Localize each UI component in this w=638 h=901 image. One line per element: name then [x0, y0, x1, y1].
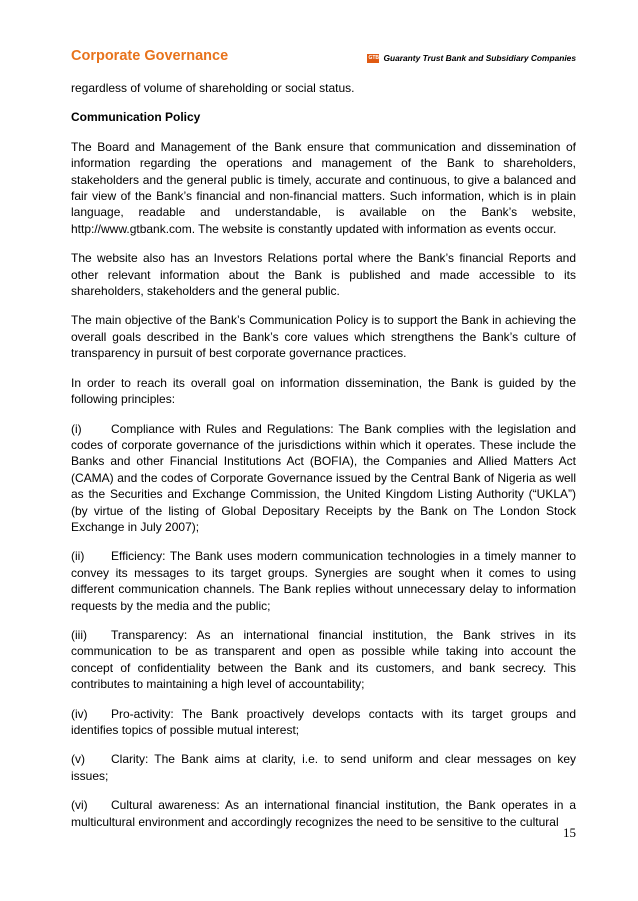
principle-number: (vi) — [71, 798, 88, 813]
lead-text: regardless of volume of shareholding or social status. — [71, 81, 355, 95]
paragraph: In order to reach its overall goal on information dissemination, the Bank is guided by the following principles: — [71, 375, 576, 407]
principle-item — [71, 548, 576, 614]
page-header — [71, 48, 576, 68]
document-body — [71, 80, 576, 843]
principle-text: Clarity: The Bank aims at clarity, i.e. to send uniform and clear messages on key issues; — [71, 752, 576, 783]
principle-text: Compliance with Rules and Regulations: The Bank complies with the legislation and codes of corporate governance of the jurisdictions within which it operates. These include the Banks and other Financial Institutions Act (BOFIA), the Companies and Allied Matters Act (CAMA) and the codes of Corporate Governance issued by the Central Bank of Nigeria as well as the Securities and Exchange Commission, the United Kingdom Listing Authority (“UKLA”) (by virtue of the listing of Global Depositary Receipts by the Bank on The London Stock Exchange in July 2007); — [71, 421, 576, 534]
section-heading: Communication Policy — [71, 110, 201, 125]
principle-item — [71, 751, 576, 784]
page-number: 15 — [563, 825, 576, 840]
paragraph: The main objective of the Bank’s Communication Policy is to support the Bank in achieving the overall goals described in the Bank’s core values which strengthens the Bank’s culture of transparency in pursuit of best corporate governance practices. — [71, 313, 576, 361]
paragraph: The Board and Management of the Bank ensure that communication and dissemination of information regarding the operations and management of the Bank to shareholders, stakeholders and the general public is timely, accurate and continuous, to give a balanced and fair view of the Bank’s financial and non-financial matters. Such information, which is in plain language, readable and understandable, is available on the Bank’s website, http://www.gtbank.com. The website is constantly updated with information as events occur. — [71, 139, 576, 236]
principle-text: Transparency: As an international financial institution, the Bank strives in its communication to be as transparent and open as possible while taking into account the concept of confidentiality between the Bank and its customers, and bank secrecy. This contributes to maintaining a high level of accountability; — [71, 627, 576, 692]
header-company — [367, 53, 576, 63]
principle-text: Pro-activity: The Bank proactively develops contacts with its target groups and identifies topics of possible mutual interest; — [71, 706, 576, 737]
principle-number: (iv) — [71, 706, 88, 721]
principle-number: (i) — [71, 421, 82, 436]
gtbank-logo-icon: GTB — [368, 54, 380, 61]
principle-item — [71, 421, 576, 536]
header-title: Corporate Governance — [71, 48, 229, 64]
principle-text: Efficiency: The Bank uses modern communication technologies in a timely manner to convey its messages to its target groups. Synergies are sought when it comes to using different communication channels. The Bank replies without unnecessary delay to information requests by the media and the public; — [71, 549, 576, 613]
principle-item — [71, 797, 576, 830]
principle-item — [71, 627, 576, 693]
company-name: Guaranty Trust Bank and Subsidiary Companies — [383, 53, 576, 63]
principle-number: (ii) — [71, 549, 85, 564]
principle-number: (iii) — [71, 627, 87, 642]
paragraph: The website also has an Investors Relations portal where the Bank’s financial Reports and other relevant information about the Bank is published and made accessible to its shareholders, stakeholders and the general public. — [71, 251, 576, 299]
principle-text: Cultural awareness: As an international financial institution, the Bank operates in a multicultural environment and accordingly recognizes the need to be sensitive to the cultural — [71, 798, 576, 829]
principle-number: (v) — [71, 752, 85, 767]
principle-item — [71, 706, 576, 739]
